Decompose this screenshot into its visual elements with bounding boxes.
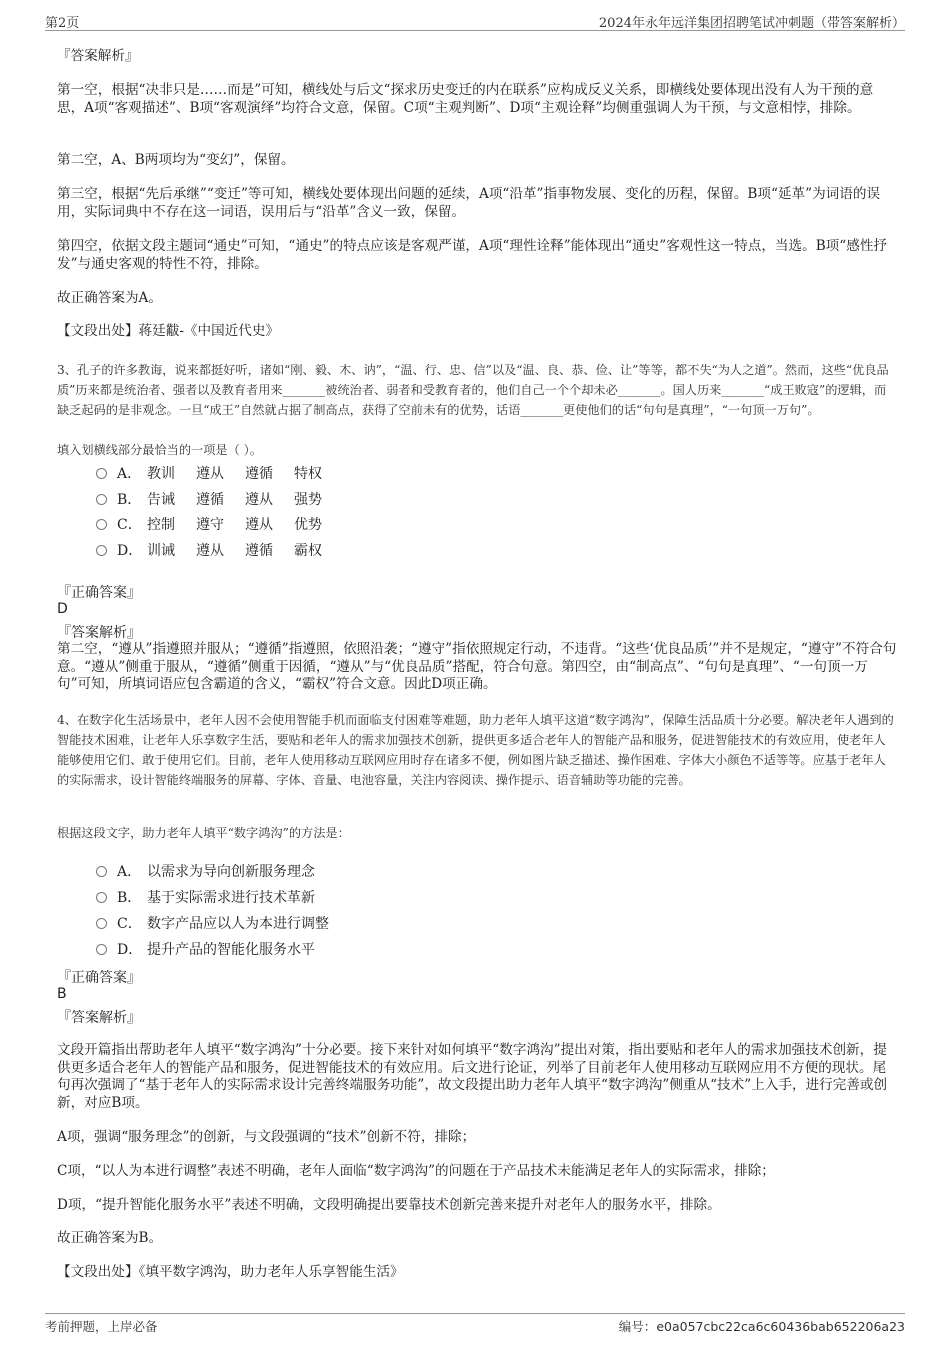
q2-analysis-p2: 第二空，A、B两项均为“变幻”，保留。 [57,152,295,168]
page-footer [45,1313,905,1336]
q4-answer: B [57,986,67,1002]
radio-icon[interactable] [96,866,107,877]
q2-analysis-p3: 第三空，根据“先后承继”“变迁”等可知，横线处要体现出问题的延续，A项“沿革”指事物发展、变化的历程，保留。B项“延革”为词语的误用，实际词典中不存在这一词语，误用后与“沿革”含义一致，保留。 [57,186,881,220]
radio-icon[interactable] [96,944,107,955]
q4-analysis-p1: 文段开篇指出帮助老年人填平“数字鸿沟”十分必要。接下来针对如何填平“数字鸿沟”提出对策，指出要贴和老年人的需求加强技术创新，提供更多适合老年人的智能产品和服务，促进智能技术的有效应用。后文进行论证，列举了目前老年人使用移动互联网应用不方便的现状。尾句再次强调了“基于老年人的实际需求设计完善终端服务功能”，故文段提出助力老年人填平“数字鸿沟”侧重从“技术”上入手，进行完善或创新，对应B项。 [57,1042,888,1111]
q4-analysis-p4: D项，“提升智能化服务水平”表述不明确，文段明确提出要靠技术创新完善来提升对老年人的服务水平，排除。 [57,1197,721,1213]
radio-icon[interactable] [96,918,107,929]
document-title: 2024年永年远洋集团招聘笔试冲刺题（带答案解析） [598,16,905,31]
q3-analysis-label: 『答案解析』 [57,625,141,641]
radio-icon[interactable] [96,494,107,505]
q4-option-c[interactable]: C． 数字产品应以人为本进行调整 [96,913,329,933]
page-number: 第2页 [45,16,80,31]
q4-source: 【文段出处】《填平数字鸿沟，助力老年人乐享智能生活》 [57,1264,404,1280]
q2-analysis-p1: 第一空，根据“决非只是……而是”可知，横线处与后文“探求历史变迁的内在联系”应构成反义关系，即横线处要体现出没有人为干预的意思，A项“客观描述”、B项“客观演绎”均符合文意，保留。C项“主观判断”、D项“主观诠释”均侧重强调人为干预，与文意相悖，排除。 [57,82,874,116]
document-code: 编号：e0a057cbc22ca6c60436bab652206a23 [618,1319,905,1334]
q4-option-d[interactable]: D． 提升产品的智能化服务水平 [96,939,315,959]
q3-analysis: 第二空，“遵从”指遵照并服从；“遵循”指遵照，依照沿袭；“遵守”指依照规定行动，不违背。“这些‘优良品质’”并不是规定，“遵守”不符合句意。“遵从”侧重于服从，“遵循”侧重于因循，“遵从”与“优良品质”搭配，符合句意。第四空，由“制高点”、“句句是真理”、“一句顶一万句”可知，所填词语应包含霸道的含义，“霸权”符合文意。因此D项正确。 [57,641,897,692]
q3-option-d[interactable]: D． 训诫 遵从 遵循 霸权 [96,540,343,560]
page-header [45,12,905,31]
q2-analysis-label: 『答案解析』 [57,48,139,64]
q4-conclusion: 故正确答案为B。 [57,1230,163,1246]
radio-icon[interactable] [96,545,107,556]
q4-correct-label: 『正确答案』 [57,970,141,986]
q4-option-a[interactable]: A． 以需求为导向创新服务理念 [96,861,315,881]
radio-icon[interactable] [96,519,107,530]
q3-option-c[interactable]: C． 控制 遵守 遵从 优势 [96,514,343,534]
q2-source: 【文段出处】蒋廷黻-《中国近代史》 [57,323,280,339]
q3-option-a[interactable]: A． 教训 遵从 遵循 特权 [96,463,343,483]
q2-analysis-p4: 第四空，依据文段主题词“通史”可知，“通史”的特点应该是客观严谨，A项“理性诠释”能体现出“通史”客观性这一特点，当选。B项“感性抒发”与通史客观的特性不符，排除。 [57,238,888,272]
q3-prompt: 填入划横线部分最恰当的一项是（ ）。 [57,443,262,457]
q4-stem: 4、在数字化生活场景中，老年人因不会使用智能手机而面临支付困难等难题，助力老年人填平这道“数字鸿沟”，保障生活品质十分必要。解决老年人遇到的智能技术困难，让老年人乐享数字生活，要贴和老年人的需求加强技术创新，提供更多适合老年人的智能产品和服务，促进智能技术的有效应用，使老年人能够使用它们、敢于使用它们。目前，老年人使用移动互联网应用时存在诸多不便，例如图片缺乏描述、操作困难、字体大小颜色不适等等。应基于老年人的实际需求，设计智能终端服务的屏幕、字体、音量、电池容量，关注内容阅读、操作提示、语音辅助等功能的完善。 [57,713,894,787]
q2-conclusion: 故正确答案为A。 [57,290,162,306]
q4-analysis-label: 『答案解析』 [57,1010,141,1026]
q4-option-b[interactable]: B． 基于实际需求进行技术革新 [96,887,315,907]
q3-stem: 3、孔子的许多教诲，说来都挺好听，诸如“刚、毅、木、讷”，“温、行、忠、信”以及“温、良、恭、俭、让”等等，都不失“为人之道”。然而，这些“优良品质”历来都是统治者、强者以及教育者用来_______被统治者、弱者和受教育者的，他们自己一个个却未必_______。国人历来_______“成王败寇”的逻辑，而缺乏起码的是非观念。一旦“成王”自然就占据了制高点，获得了空前未有的优势，话语_______更使他们的话“句句是真理”，“一句顶一万句”。 [57,363,889,417]
footer-slogan: 考前押题，上岸必备 [45,1319,158,1334]
radio-icon[interactable] [96,468,107,479]
q3-answer: D [57,601,68,617]
radio-icon[interactable] [96,892,107,903]
q4-analysis-p2: A项，强调“服务理念”的创新，与文段强调的“技术”创新不符，排除； [57,1129,476,1145]
q4-analysis-p3: C项，“以人为本进行调整”表述不明确，老年人面临“数字鸿沟”的问题在于产品技术未能满足老年人的实际需求，排除； [57,1163,775,1179]
q4-prompt: 根据这段文字，助力老年人填平“数字鸿沟”的方法是： [57,826,350,840]
q3-option-b[interactable]: B． 告诫 遵循 遵从 强势 [96,489,343,509]
q3-correct-label: 『正确答案』 [57,585,141,601]
